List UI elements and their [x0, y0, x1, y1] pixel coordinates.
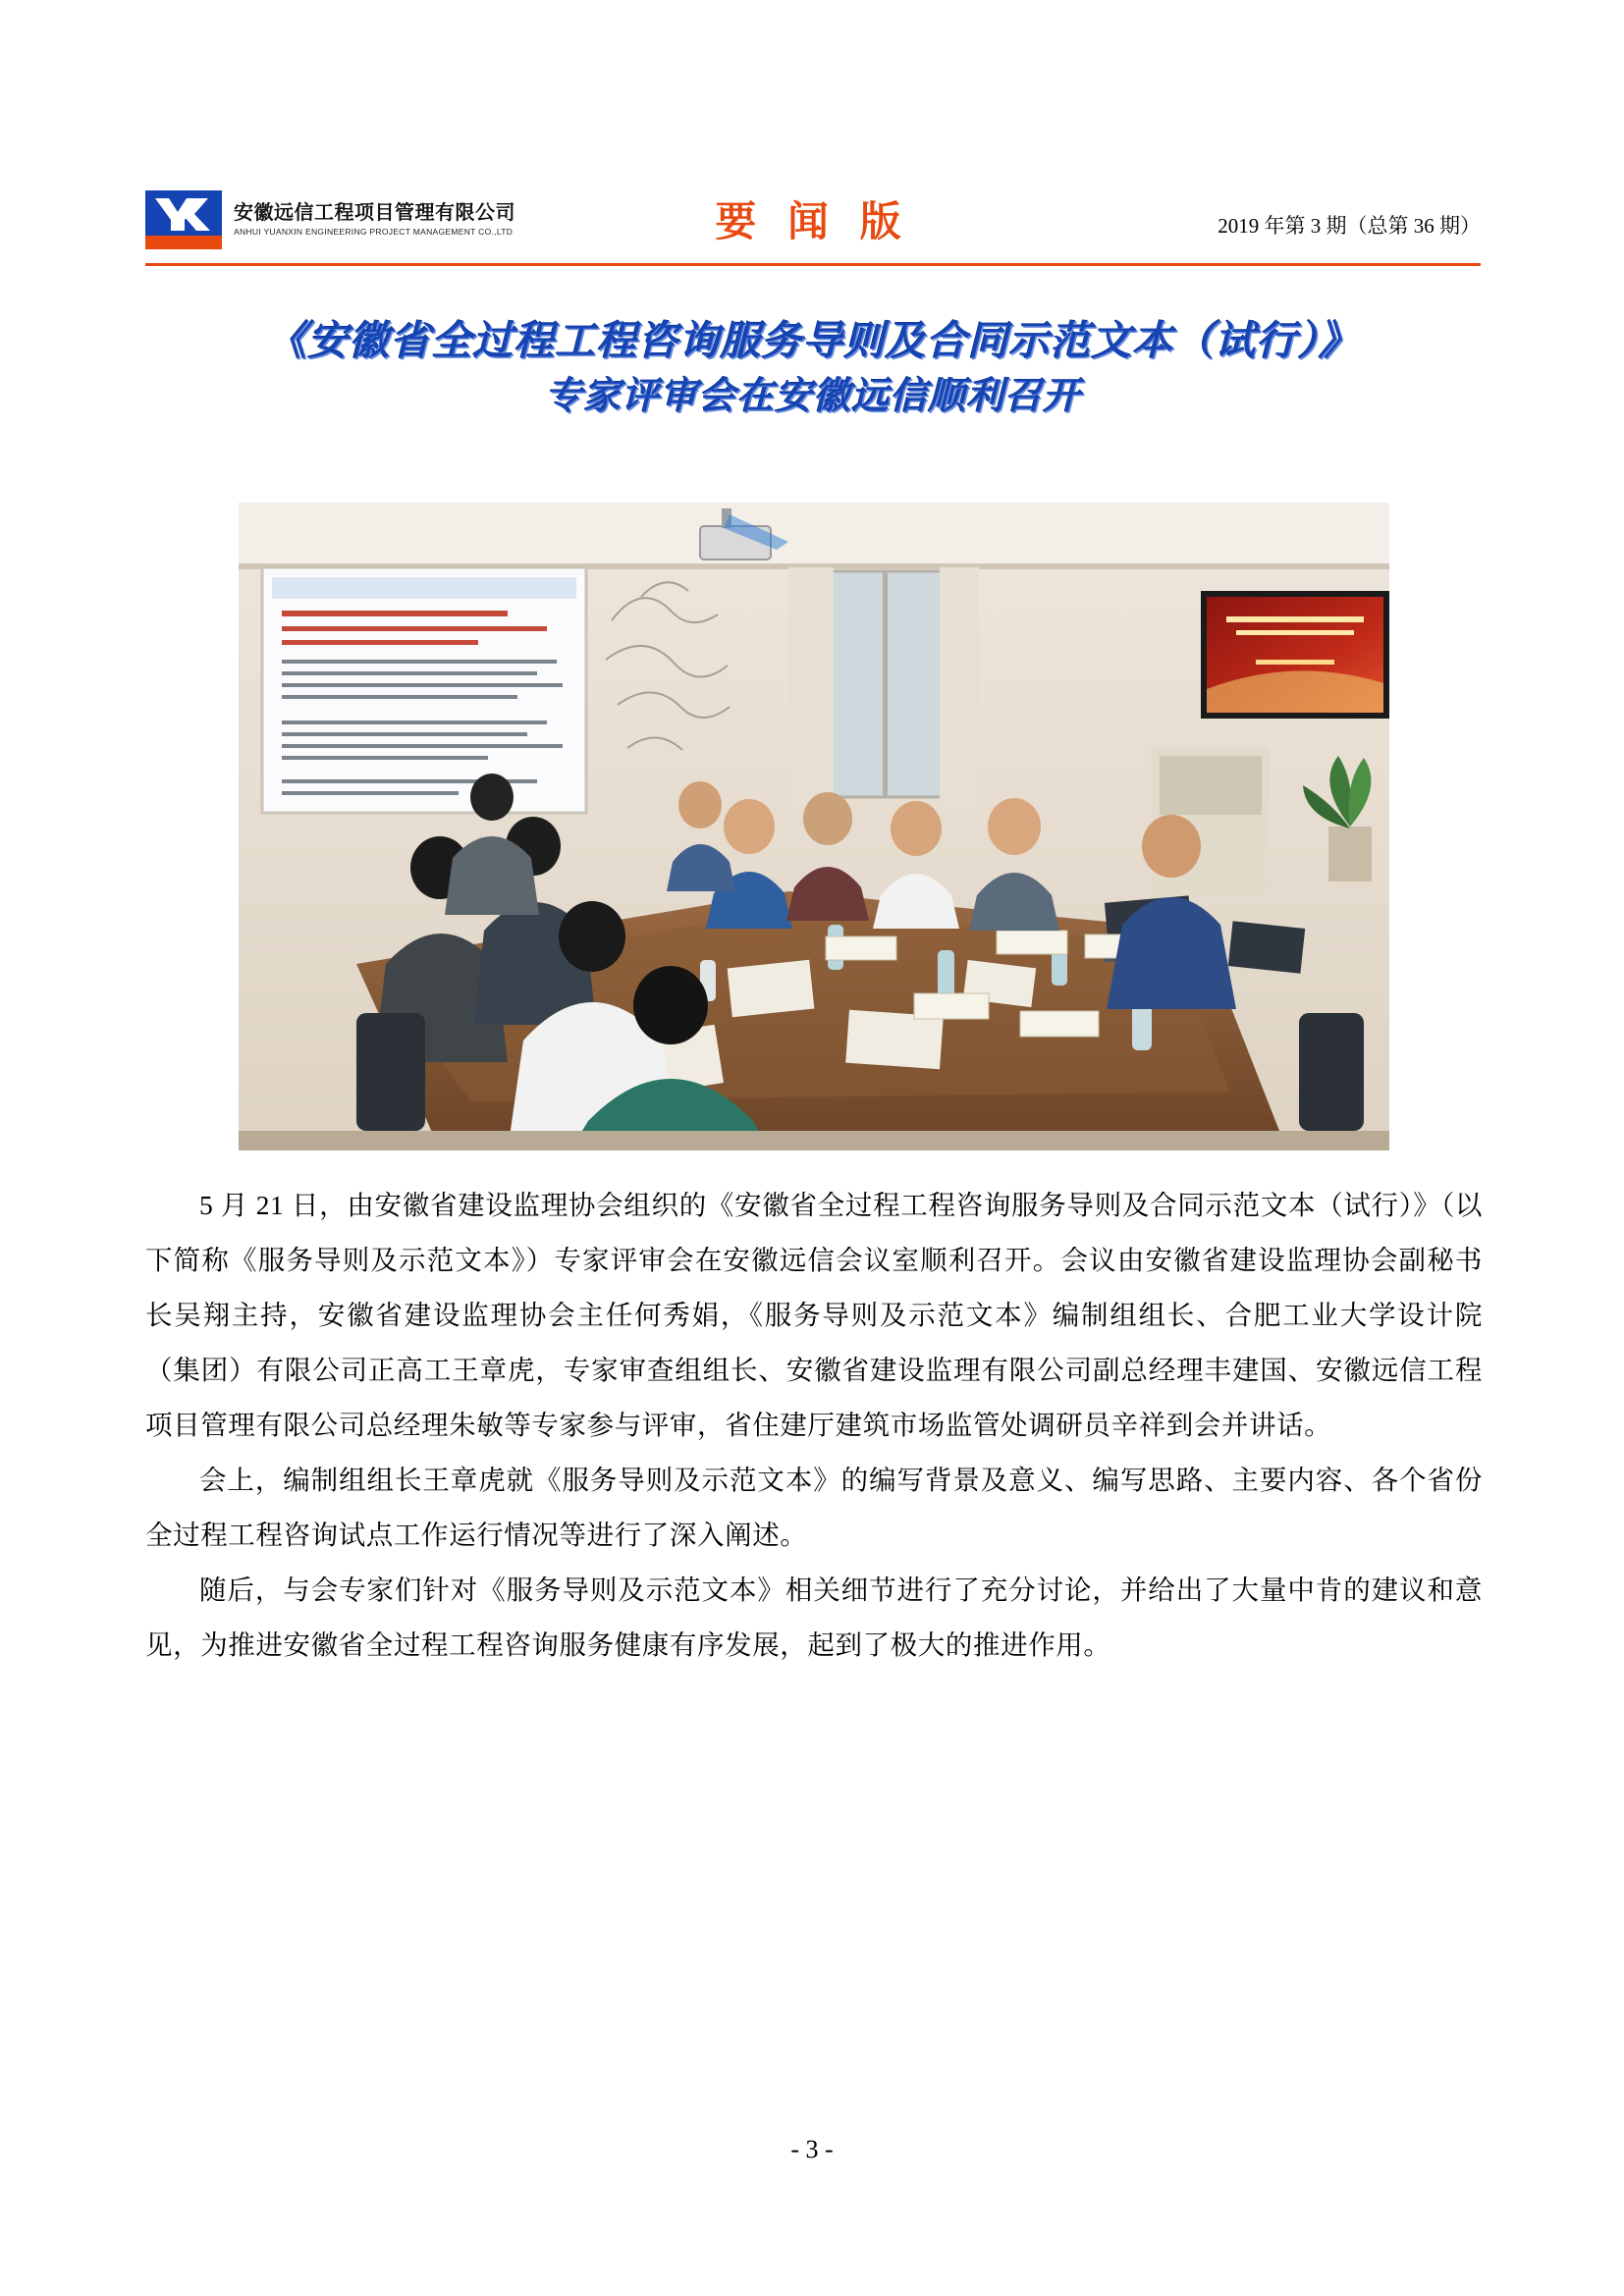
company-name-en: ANHUI YUANXIN ENGINEERING PROJECT MANAGEMENT CO.,LTD — [234, 227, 514, 238]
yx-logo-icon — [145, 190, 222, 249]
paragraph-2: 会上，编制组组长王章虎就《服务导则及示范文本》的编写背景及意义、编写思路、主要内容、各个省份全过程工程咨询试点工作运行情况等进行了深入阐述。 — [145, 1465, 1483, 1550]
brand-text — [234, 202, 515, 237]
masthead — [145, 182, 1481, 258]
page-title — [145, 312, 1481, 425]
company-name-cn: 安徽远信工程项目管理有限公司 — [234, 202, 515, 225]
brand-block — [145, 190, 515, 249]
headline-line-2: 专家评审会在安徽远信顺利召开 — [544, 376, 1081, 418]
article-photo — [239, 503, 1389, 1150]
article-body — [145, 1178, 1483, 1673]
issue-info: 2019 年第 3 期（总第 36 期） — [1218, 214, 1481, 238]
header-divider — [145, 263, 1481, 266]
paragraph-1: 5 月 21 日，由安徽省建设监理协会组织的《安徽省全过程工程咨询服务导则及合同示范文本（试行）》（以下简称《服务导则及示范文本》）专家评审会在安徽远信会议室顺利召开。会议由安徽省建设监理协会副秘书长吴翔主持，安徽省建设监理协会主任何秀娟，《服务导则及示范文本》编制组组长、合肥工业大学设计院（集团）有限公司正高工王章虎，专家审查组组长、安徽省建设监理有限公司副总经理丰建国、安徽远信工程项目管理有限公司总经理朱敏等专家参与评审，省住建厅建筑市场监管处调研员辛祥到会并讲话。 — [145, 1190, 1483, 1440]
page-number: - 3 - — [790, 2135, 834, 2163]
headline-line-1: 《安徽省全过程工程咨询服务导则及合同示范文本（试行）》 — [266, 318, 1360, 363]
paragraph-3: 随后，与会专家们针对《服务导则及示范文本》相关细节进行了充分讨论，并给出了大量中肯的建议和意见，为推进安徽省全过程工程咨询服务健康有序发展，起到了极大的推进作用。 — [145, 1575, 1483, 1660]
section-label: 要 闻 版 — [715, 198, 911, 244]
